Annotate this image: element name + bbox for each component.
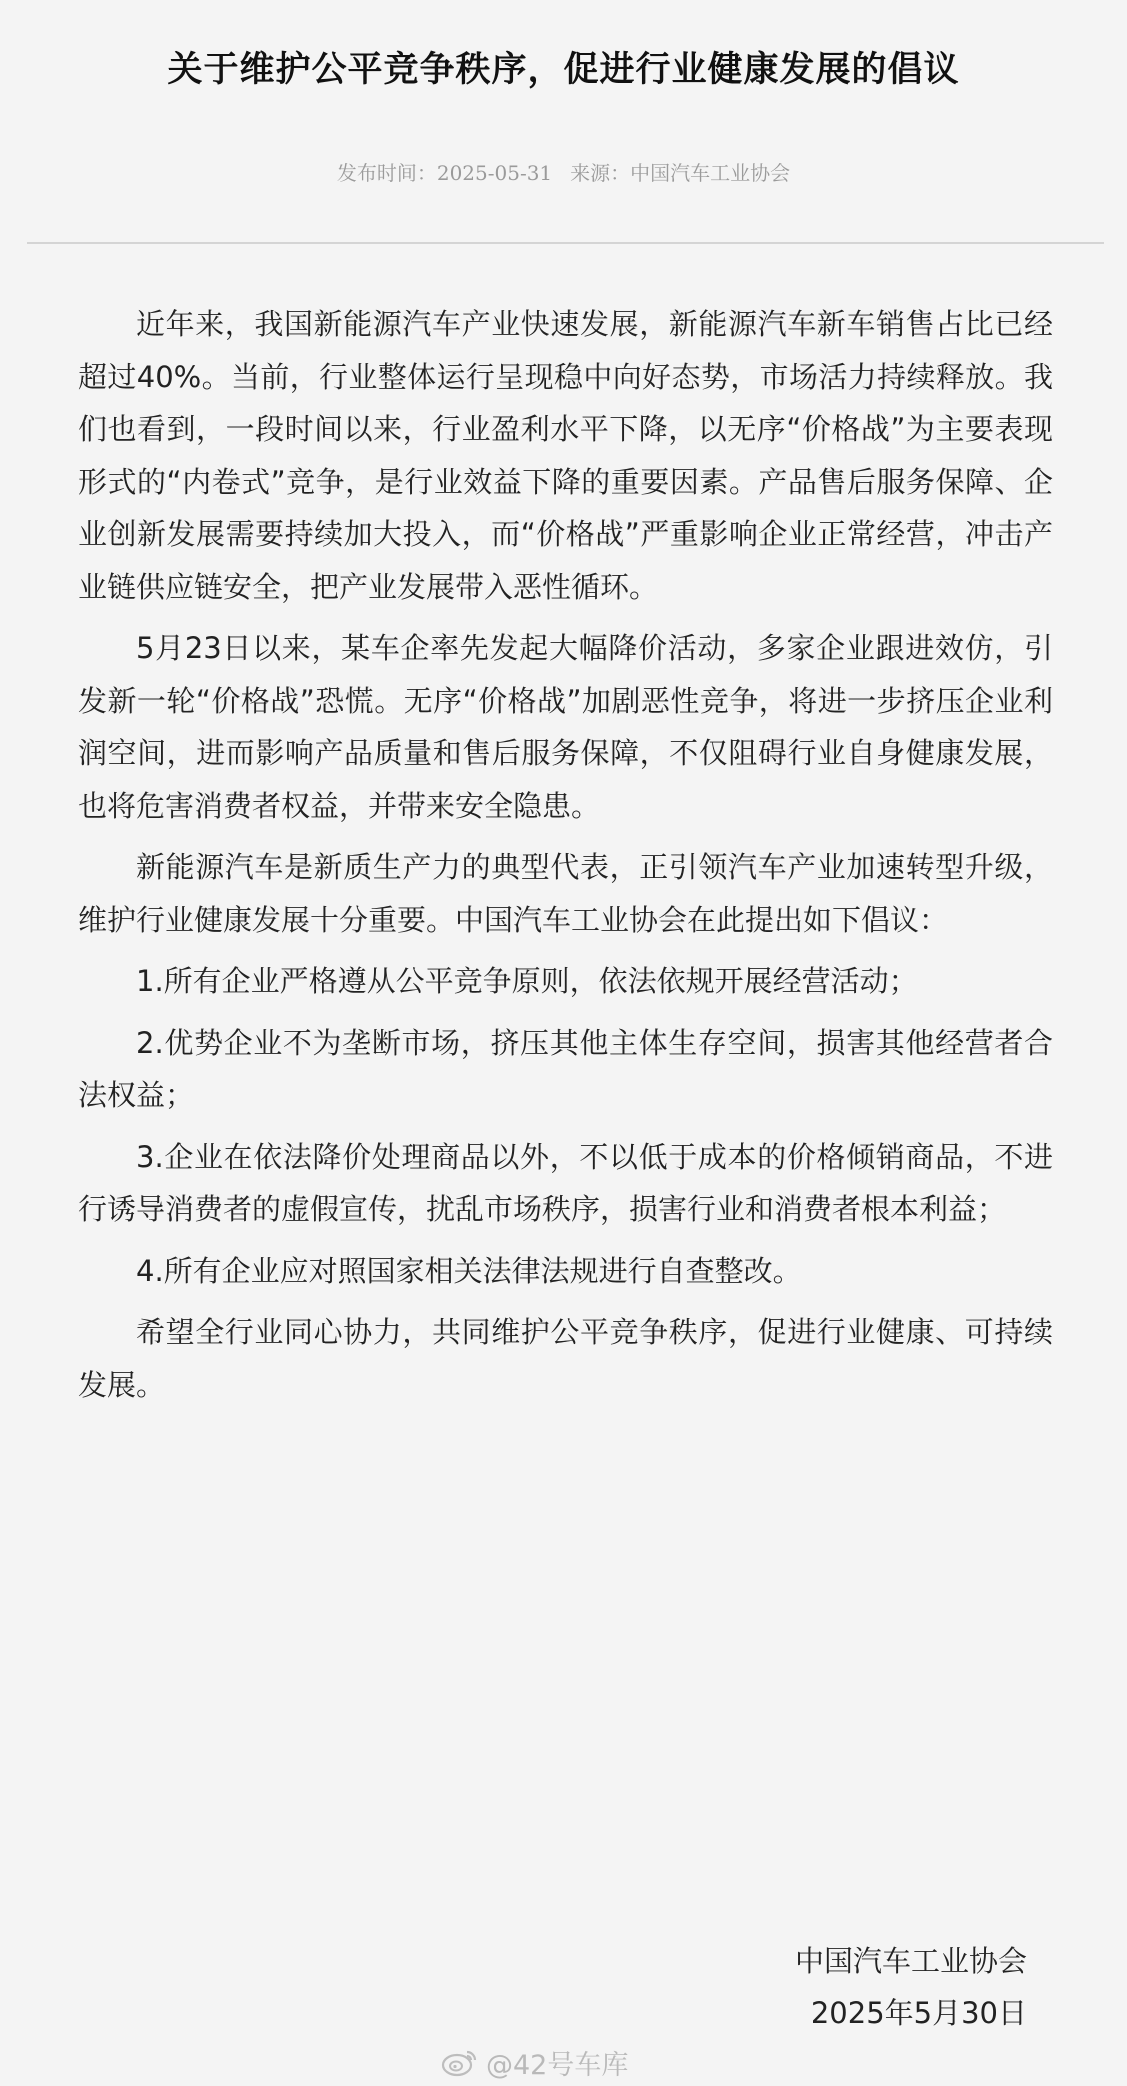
header-divider xyxy=(27,242,1104,244)
proposal-item: 2.优势企业不为垄断市场，挤压其他主体生存空间，损害其他经营者合法权益； xyxy=(78,1025,1053,1112)
paragraph: 希望全行业同心协力，共同维护公平竞争秩序，促进行业健康、可持续发展。 xyxy=(78,1315,1053,1402)
signature-block xyxy=(795,1935,1027,2039)
paragraph: 5月23日以来，某车企率先发起大幅降价活动，多家企业跟进效仿，引发新一轮“价格战”恐慌。无序“价格战”加剧恶性竞争，将进一步挤压企业利润空间，进而影响产品质量和售后服务保障，不仅阻碍行业自身健康发展，也将危害消费者权益，并带来安全隐患。 xyxy=(78,631,1053,823)
proposal-item: 4.所有企业应对照国家相关法律法规进行自查整改。 xyxy=(136,1253,802,1288)
watermark-text: @42号车库 xyxy=(486,2049,629,2081)
proposal-item: 1.所有企业严格遵从公平竞争原则，依法依规开展经营活动； xyxy=(136,964,918,998)
article-meta xyxy=(0,157,1127,186)
paragraph: 新能源汽车是新质生产力的典型代表，正引领汽车产业加速转型升级，维护行业健康发展十分重要。中国汽车工业协会在此提出如下倡议： xyxy=(78,850,1053,937)
paragraph: 近年来，我国新能源汽车产业快速发展，新能源汽车新车销售占比已经超过40%。当前，行业整体运行呈现稳中向好态势，市场活力持续释放。我们也看到，一段时间以来，行业盈利水平下降，以无序“价格战”为主要表现形式的“内卷式”竞争，是行业效益下降的重要因素。产品售后服务保障、企业创新发展需要持续加大投入，而“价格战”严重影响企业正常经营，冲击产业链供应链安全，把产业发展带入恶性循环。 xyxy=(78,307,1053,604)
signature-org: 中国汽车工业协会 xyxy=(794,1944,1027,1978)
publish-time: 发布时间：2025-05-31 xyxy=(336,161,553,185)
article-body xyxy=(78,298,1053,1420)
article-source: 来源：中国汽车工业协会 xyxy=(570,161,791,185)
weibo-icon xyxy=(440,2046,480,2078)
proposal-item: 3.企业在依法降价处理商品以外，不以低于成本的价格倾销商品，不进行诱导消费者的虚假宣传，扰乱市场秩序，损害行业和消费者根本利益； xyxy=(78,1139,1053,1226)
watermark xyxy=(440,2040,628,2084)
article-title: 关于维护公平竞争秩序，促进行业健康发展的倡议 xyxy=(167,50,960,90)
signature-date: 2025年5月30日 xyxy=(810,1996,1027,2030)
